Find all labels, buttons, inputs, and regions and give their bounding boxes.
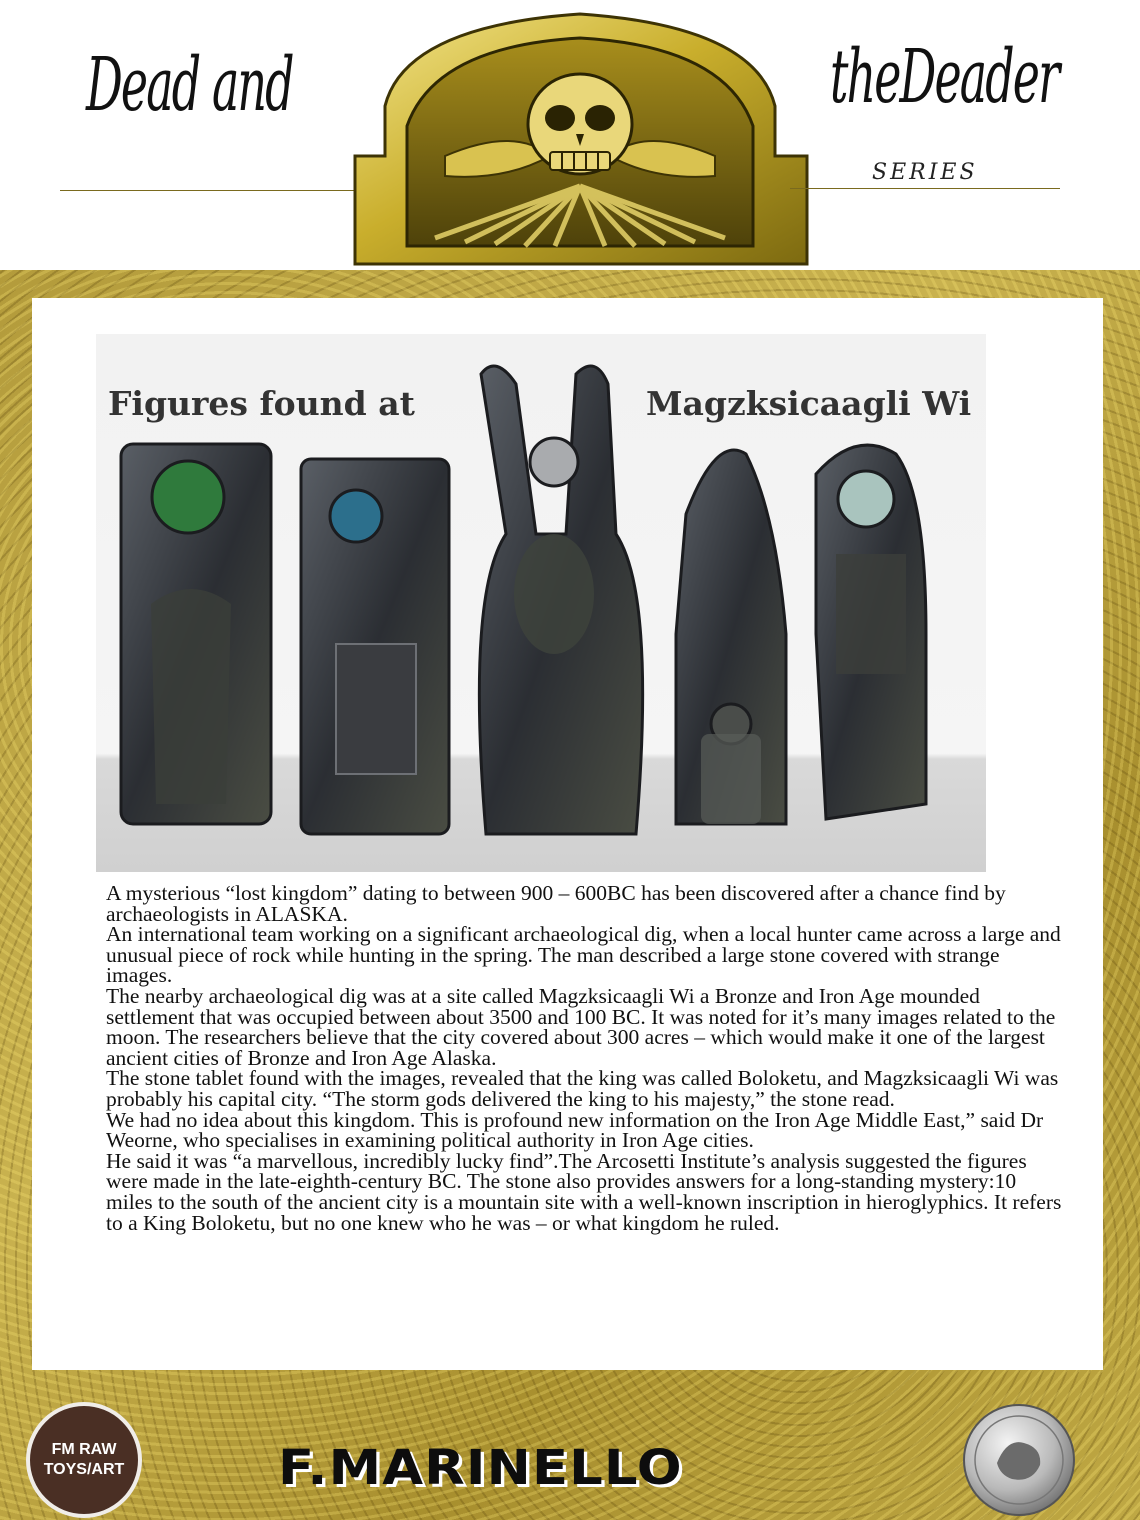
figure-1 bbox=[121, 444, 271, 824]
badge-line-2: TOYS/ART bbox=[43, 1461, 125, 1478]
article-paragraph: We had no idea about this kingdom. This is profound new information on the Iron Age Middle East,” said Dr Weorne, who specialises in examining political authority in Iron Age cities. bbox=[106, 1107, 1044, 1153]
title-dead-and: Dead and bbox=[86, 42, 293, 128]
gold-frame bbox=[0, 270, 1140, 1520]
title-the-deader: theDeader bbox=[830, 34, 1059, 120]
article-body bbox=[106, 883, 1066, 1233]
figure-3-gem bbox=[530, 438, 578, 486]
coin-icon bbox=[962, 1403, 1076, 1517]
article-paragraph: He said it was “a marvellous, incredibly lucky find”.The Arcosetti Institute’s analysis suggested the figures were made in the late-eighth-century BC. The stone also provides answers for a long-standing mystery:10 miles to the south of the ancient city is a mountain site with a well-known inscription in hieroglyphics. It refers to a King Boloketu, but no one knew who he was – or what kingdom he ruled. bbox=[106, 1148, 1062, 1235]
figure-1-gem bbox=[152, 461, 224, 533]
figure-5-gem bbox=[838, 471, 894, 527]
figures-photo bbox=[96, 334, 986, 872]
page-header bbox=[0, 0, 1140, 270]
article-paragraph: An international team working on a significant archaeological dig, when a local hunter came across a large and unusual piece of rock while hunting in the spring. The man described a large stone covered with strange images. bbox=[106, 922, 1061, 988]
header-rule-right bbox=[790, 188, 1060, 189]
fm-raw-badge bbox=[26, 1402, 142, 1518]
article-paragraph: The stone tablet found with the images, revealed that the king was called Boloketu, and Magzksicaagli Wi was probably his capital city. “The storm gods delivered the king to his majesty,” the stone read. bbox=[106, 1066, 1059, 1111]
figure-2 bbox=[301, 459, 449, 834]
figure-5 bbox=[816, 445, 926, 819]
photo-heading-right: Magzksicaagli Wi bbox=[646, 384, 972, 423]
article-paragraph: A mysterious “lost kingdom” dating to between 900 – 600BC has been discovered after a chance find by archaeologists in ALASKA. bbox=[106, 881, 1006, 926]
header-rule-left bbox=[60, 190, 370, 191]
figure-4 bbox=[676, 450, 786, 824]
content-panel bbox=[32, 298, 1103, 1370]
skull-emblem-icon bbox=[345, 6, 815, 268]
figure-3 bbox=[479, 366, 642, 834]
series-label: SERIES bbox=[872, 160, 978, 185]
photo-heading-left: Figures found at bbox=[108, 384, 415, 423]
marinello-logo: F.MARINELLO bbox=[278, 1440, 683, 1496]
article-paragraph: The nearby archaeological dig was at a site called Magzksicaagli Wi a Bronze and Iron Age mounded settlement that was occupied between about 3500 and 100 BC. It was noted for it’s many images related to the moon. The researchers believe that the city covered about 300 acres – which would make it one of the largest ancient cities of Bronze and Iron Age Alaska. bbox=[106, 983, 1056, 1070]
figure-2-gem bbox=[330, 490, 382, 542]
badge-line-1: FM RAW bbox=[51, 1441, 117, 1458]
